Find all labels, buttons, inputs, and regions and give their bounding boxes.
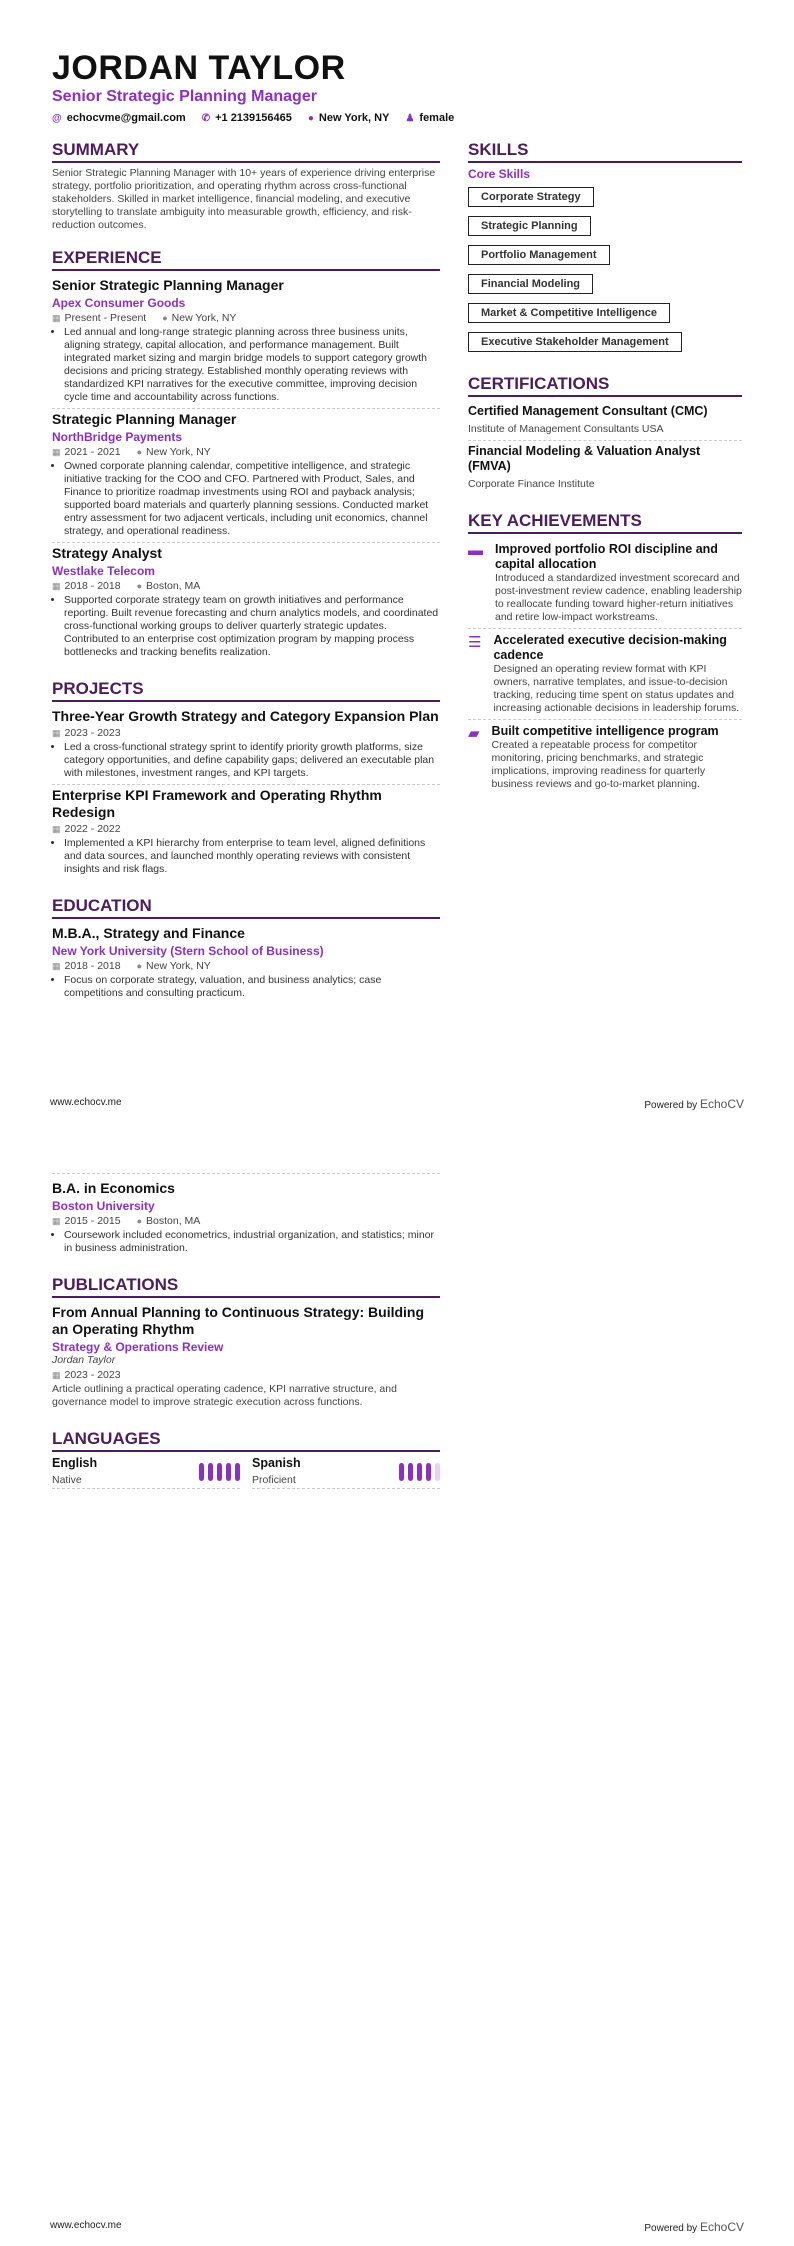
experience-entry xyxy=(52,409,440,543)
dates: 2018 - 2018 xyxy=(64,960,121,972)
rating-bar xyxy=(417,1463,422,1481)
speech-bubble-icon: ▬ xyxy=(468,542,483,559)
bullet: • Focus on corporate strategy, valuation, and business analytics; case competitions and consulting practicum. xyxy=(64,974,440,1000)
author: Jordan Taylor xyxy=(52,1354,116,1366)
page-footer xyxy=(50,1097,744,1123)
location-icon: ● xyxy=(136,447,143,457)
project-title: Three-Year Growth Strategy and Category Expansion Plan xyxy=(52,708,439,724)
publication-title: From Annual Planning to Continuous Strategy: Building an Operating Rhythm xyxy=(52,1304,425,1337)
location: Boston, MA xyxy=(146,580,201,592)
achievement-text: Designed an operating review format with KPI owners, narrative templates, and issue-to-decision tracking, reducing time spent on status updates and increasing actionable decisions in leadership forums. xyxy=(493,663,740,714)
footer-site[interactable]: www.echocv.me xyxy=(50,2220,122,2231)
rating-bar xyxy=(208,1463,213,1481)
language-rating xyxy=(399,1456,440,1488)
skill-chip: Corporate Strategy xyxy=(468,187,594,207)
language-level: Proficient xyxy=(252,1474,296,1486)
calendar-icon: ▦ xyxy=(52,961,61,971)
dates: 2015 - 2015 xyxy=(64,1215,121,1227)
brand[interactable]: EchoCV xyxy=(699,2220,744,2234)
rating-bar xyxy=(435,1463,440,1481)
skill-group: Core Skills xyxy=(468,167,531,181)
rating-bar xyxy=(235,1463,240,1481)
dates: 2021 - 2021 xyxy=(64,446,121,458)
section-publications: PUBLICATIONS xyxy=(52,1275,440,1298)
language-item xyxy=(252,1456,440,1489)
section-summary: SUMMARY xyxy=(52,140,440,163)
location-icon: ● xyxy=(162,313,168,323)
rating-bar xyxy=(399,1463,404,1481)
language-rating xyxy=(199,1456,240,1488)
location: Boston, MA xyxy=(146,1215,201,1227)
skill-chip: Strategic Planning xyxy=(468,216,591,236)
degree: M.B.A., Strategy and Finance xyxy=(52,925,245,941)
bullet: • Supported corporate strategy team on growth initiatives and performance reporting. Built revenue forecasting and churn analytics models, and coordinated cross-functional working groups to deliver quarterly strategic updates. Contributed to an enterprise cost optimization program by mapping process bottlenecks and tracking benefits realization. xyxy=(64,594,440,659)
comments-icon: ▰ xyxy=(468,725,480,742)
publication-description: Article outlining a practical operating cadence, KPI narrative structure, and governance model to improve strategic execution across functions. xyxy=(52,1383,397,1408)
calendar-icon: ▦ xyxy=(52,1216,61,1226)
project-entry xyxy=(52,785,440,880)
summary-text: Senior Strategic Planning Manager with 10+ years of experience driving enterprise strategy, portfolio prioritization, and operating rhythm across cross-functional stakeholders. Skilled in market intelligence, financial modeling, and executive storytelling to translate ambiguity into measurable growth, efficiency, and risk-reduction outcomes. xyxy=(52,167,436,231)
certification xyxy=(468,441,742,495)
degree: B.A. in Economics xyxy=(52,1180,175,1196)
bullet: • Led a cross-functional strategy sprint to identify priority growth platforms, size category opportunities, and define capability gaps; delivered an executable plan with milestones, investment ranges, and KPI targets. xyxy=(64,741,440,780)
phone-icon: ✆ xyxy=(201,113,211,124)
achievement-title: Accelerated executive decision-making cadence xyxy=(493,633,727,662)
gender: female xyxy=(419,112,455,124)
phone[interactable]: +1 2139156465 xyxy=(215,112,292,124)
resume-page-2 xyxy=(0,1123,794,2246)
school: Boston University xyxy=(52,1199,155,1213)
dates: 2022 - 2022 xyxy=(64,823,121,835)
skill-chip: Financial Modeling xyxy=(468,274,593,294)
calendar-icon: ▦ xyxy=(52,313,61,323)
calendar-icon: ▦ xyxy=(52,581,61,591)
language-level: Native xyxy=(52,1474,82,1486)
skill-chip: Executive Stakeholder Management xyxy=(468,332,682,352)
section-certifications: CERTIFICATIONS xyxy=(468,374,742,397)
publisher: Strategy & Operations Review xyxy=(52,1340,224,1354)
dates: Present - Present xyxy=(64,312,147,324)
location: New York, NY xyxy=(318,112,390,124)
job-title: Strategic Planning Manager xyxy=(52,411,237,427)
company: Westlake Telecom xyxy=(52,564,155,578)
cert-name: Financial Modeling & Valuation Analyst (FMVA) xyxy=(468,444,701,473)
location-icon: ● xyxy=(307,113,314,124)
company: NorthBridge Payments xyxy=(52,430,183,444)
language-item xyxy=(52,1456,240,1489)
experience-entry xyxy=(52,275,440,409)
dates: 2018 - 2018 xyxy=(64,580,121,592)
location: New York, NY xyxy=(146,446,211,458)
achievement-title: Built competitive intelligence program xyxy=(491,724,719,738)
project-title: Enterprise KPI Framework and Operating Rhythm Redesign xyxy=(52,787,382,820)
dates: 2023 - 2023 xyxy=(64,1369,121,1381)
achievement-text: Introduced a standardized investment scorecard and post-investment review cadence, enabling leadership to reallocate funding toward higher-return initiatives and retire low-impact workstreams. xyxy=(495,572,742,623)
rating-bar xyxy=(217,1463,222,1481)
achievement xyxy=(468,720,742,795)
contact-row xyxy=(52,112,742,124)
achievement-title: Improved portfolio ROI discipline and capital allocation xyxy=(495,542,718,571)
person-icon: ♟ xyxy=(405,113,415,124)
language-name: Spanish xyxy=(252,1456,301,1470)
page-footer xyxy=(50,2220,744,2246)
bullet: • Implemented a KPI hierarchy from enterprise to team level, aligned definitions and data sources, and launched monthly operating reviews with consistent insights and risk flags. xyxy=(64,837,440,876)
certification xyxy=(468,401,742,441)
cake-icon: ☰ xyxy=(468,634,482,651)
job-title: Strategy Analyst xyxy=(52,545,162,561)
location-icon: ● xyxy=(136,961,143,971)
achievement-text: Created a repeatable process for competitor monitoring, pricing benchmarks, and strategic implications, improving readiness for quarterly business reviews and go-to-market planning. xyxy=(491,739,706,790)
section-experience: EXPERIENCE xyxy=(52,248,440,271)
company: Apex Consumer Goods xyxy=(52,296,186,310)
education-entry xyxy=(52,1178,440,1259)
publication xyxy=(52,1302,440,1413)
rating-bar xyxy=(426,1463,431,1481)
cert-issuer: Institute of Management Consultants USA xyxy=(468,423,664,435)
education-entry xyxy=(52,923,440,1004)
section-languages: LANGUAGES xyxy=(52,1429,440,1452)
section-achievements: KEY ACHIEVEMENTS xyxy=(468,511,742,534)
rating-bar xyxy=(199,1463,204,1481)
cert-issuer: Corporate Finance Institute xyxy=(468,478,595,490)
location: New York, NY xyxy=(146,960,211,972)
dates: 2023 - 2023 xyxy=(64,727,121,739)
calendar-icon: ▦ xyxy=(52,728,61,738)
location-icon: ● xyxy=(136,1216,143,1226)
candidate-name: JORDAN TAYLOR xyxy=(52,49,346,87)
project-entry xyxy=(52,706,440,785)
school: New York University (Stern School of Business) xyxy=(52,944,324,958)
email-icon: @ xyxy=(52,113,62,124)
language-name: English xyxy=(52,1456,98,1470)
calendar-icon: ▦ xyxy=(52,447,61,457)
candidate-title: Senior Strategic Planning Manager xyxy=(52,88,317,105)
location: New York, NY xyxy=(171,312,237,324)
section-skills: SKILLS xyxy=(468,140,742,163)
email[interactable]: echocvme@gmail.com xyxy=(66,112,186,124)
skill-chip: Portfolio Management xyxy=(468,245,610,265)
calendar-icon: ▦ xyxy=(52,824,61,834)
bullet: • Led annual and long-range strategic planning across three business units, aligning strategy, capital allocation, and performance management. Built integrated market sizing and margin bridge models to support category growth decisions and pricing strategy. Established monthly operating reviews with standardized KPI narratives for the executive committee, improving decision cycle time and accountability across functions. xyxy=(64,326,440,404)
footer-site[interactable]: www.echocv.me xyxy=(50,1097,122,1108)
skill-chip: Market & Competitive Intelligence xyxy=(468,303,670,323)
powered-by: Powered by xyxy=(644,1100,698,1111)
section-education: EDUCATION xyxy=(52,896,440,919)
bullet: • Owned corporate planning calendar, competitive intelligence, and strategic initiative tracking for the COO and CFO. Partnered with Product, Sales, and Finance to prioritize roadmap investments using ROI and payback analysis; supported board materials and quarterly planning sessions. Conducted market entry assessment for two adjacent verticals, including unit economics, channel strategy, and operational readiness. xyxy=(64,460,440,538)
experience-entry xyxy=(52,543,440,663)
brand[interactable]: EchoCV xyxy=(699,1097,744,1111)
bullet: • Coursework included econometrics, industrial organization, and statistics; minor in business administration. xyxy=(64,1229,440,1255)
cert-name: Certified Management Consultant (CMC) xyxy=(468,404,708,418)
calendar-icon: ▦ xyxy=(52,1370,61,1380)
rating-bar xyxy=(408,1463,413,1481)
achievement xyxy=(468,629,742,720)
achievement xyxy=(468,538,742,629)
powered-by: Powered by xyxy=(644,2223,698,2234)
job-title: Senior Strategic Planning Manager xyxy=(52,277,284,293)
section-projects: PROJECTS xyxy=(52,679,440,702)
rating-bar xyxy=(226,1463,231,1481)
location-icon: ● xyxy=(136,581,143,591)
